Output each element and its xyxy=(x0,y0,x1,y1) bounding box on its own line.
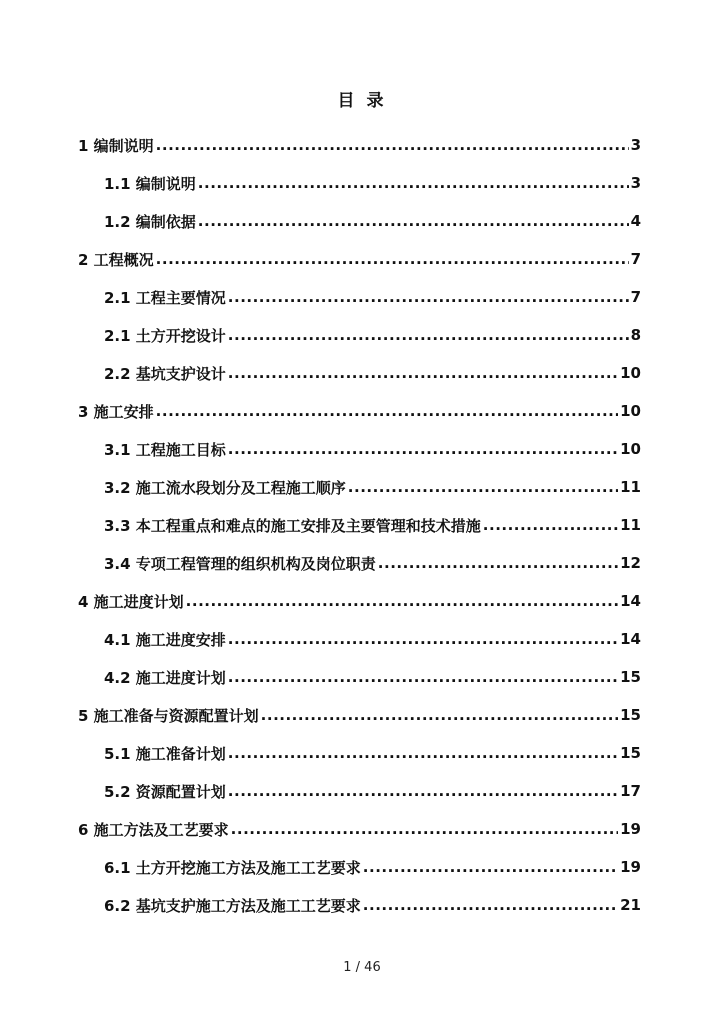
toc-entry[interactable] xyxy=(78,240,641,278)
toc-entry[interactable] xyxy=(78,810,641,848)
toc-entry-page: 19 xyxy=(620,820,641,838)
toc-dot-leader xyxy=(483,516,618,534)
page-footer xyxy=(0,960,724,975)
toc-entry[interactable] xyxy=(78,278,641,316)
toc-dot-leader xyxy=(261,706,618,724)
toc-dot-leader xyxy=(228,744,618,762)
toc-entry[interactable] xyxy=(78,126,641,164)
toc-entry-label: 3.2 施工流水段划分及工程施工顺序 xyxy=(104,478,346,497)
toc-entry-label: 3.4 专项工程管理的组织机构及岗位职责 xyxy=(104,554,376,573)
toc-dot-leader xyxy=(228,630,618,648)
toc-entry-page: 15 xyxy=(620,668,641,686)
toc-entry-label: 3 施工安排 xyxy=(78,402,154,421)
toc-entry-page: 11 xyxy=(620,478,641,496)
toc-dot-leader xyxy=(348,478,618,496)
page-number-indicator: 1 / 46 xyxy=(343,960,381,975)
toc-dot-leader xyxy=(228,364,618,382)
toc-entry-label: 2.2 基坑支护设计 xyxy=(104,364,226,383)
toc-entry-page: 12 xyxy=(620,554,641,572)
toc-entry-page: 11 xyxy=(620,516,641,534)
toc-entry[interactable] xyxy=(78,886,641,924)
toc-dot-leader xyxy=(228,782,618,800)
toc-entry[interactable] xyxy=(78,544,641,582)
toc-entry-label: 3.1 工程施工目标 xyxy=(104,440,226,459)
toc-entry-label: 1.2 编制依据 xyxy=(104,212,196,231)
toc-entry[interactable] xyxy=(78,734,641,772)
toc-dot-leader xyxy=(156,402,618,420)
toc-entry-page: 10 xyxy=(620,402,641,420)
toc-dot-leader xyxy=(156,250,629,268)
toc-entry-label: 6.2 基坑支护施工方法及施工工艺要求 xyxy=(104,896,361,915)
toc-entry[interactable] xyxy=(78,468,641,506)
toc-entry-page: 3 xyxy=(630,136,641,154)
toc-entry-page: 21 xyxy=(620,896,641,914)
toc-entry-page: 15 xyxy=(620,706,641,724)
toc-dot-leader xyxy=(228,668,618,686)
toc-entry-label: 5.2 资源配置计划 xyxy=(104,782,226,801)
toc-entry[interactable] xyxy=(78,164,641,202)
toc-entry-label: 6.1 土方开挖施工方法及施工工艺要求 xyxy=(104,858,361,877)
toc-entry-label: 5 施工准备与资源配置计划 xyxy=(78,706,259,725)
toc-dot-leader xyxy=(198,212,629,230)
toc-entry-label: 2 工程概况 xyxy=(78,250,154,269)
page-title: 目 录 xyxy=(337,91,387,111)
toc-entry[interactable] xyxy=(78,506,641,544)
toc-entry-page: 7 xyxy=(630,288,641,306)
toc-dot-leader xyxy=(186,592,618,610)
toc-entry-label: 6 施工方法及工艺要求 xyxy=(78,820,229,839)
toc-entry[interactable] xyxy=(78,202,641,240)
toc-dot-leader xyxy=(228,326,629,344)
toc-entry-page: 10 xyxy=(620,364,641,382)
toc-entry[interactable] xyxy=(78,696,641,734)
toc-entry[interactable] xyxy=(78,430,641,468)
toc-dot-leader xyxy=(363,896,618,914)
toc-entry-label: 2.1 土方开挖设计 xyxy=(104,326,226,345)
toc-entry-page: 10 xyxy=(620,440,641,458)
toc-entry-label: 1.1 编制说明 xyxy=(104,174,196,193)
toc-dot-leader xyxy=(156,136,629,154)
toc-dot-leader xyxy=(198,174,629,192)
toc-entry-label: 5.1 施工准备计划 xyxy=(104,744,226,763)
toc-entry-page: 14 xyxy=(620,592,641,610)
toc-entry-label: 4.2 施工进度计划 xyxy=(104,668,226,687)
toc-entry[interactable] xyxy=(78,354,641,392)
toc-entry[interactable] xyxy=(78,582,641,620)
toc-entry[interactable] xyxy=(78,316,641,354)
toc-entry-page: 4 xyxy=(630,212,641,230)
toc-entry-page: 7 xyxy=(630,250,641,268)
toc-entry[interactable] xyxy=(78,848,641,886)
toc-entry[interactable] xyxy=(78,772,641,810)
toc-entry[interactable] xyxy=(78,620,641,658)
toc-entry-page: 8 xyxy=(630,326,641,344)
toc-entry-page: 15 xyxy=(620,744,641,762)
toc-entry-label: 4 施工进度计划 xyxy=(78,592,184,611)
toc-entry-page: 17 xyxy=(620,782,641,800)
table-of-contents xyxy=(78,126,641,924)
toc-entry-label: 2.1 工程主要情况 xyxy=(104,288,226,307)
toc-entry-label: 4.1 施工进度安排 xyxy=(104,630,226,649)
toc-dot-leader xyxy=(228,288,629,306)
toc-entry-label: 1 编制说明 xyxy=(78,136,154,155)
toc-entry-page: 19 xyxy=(620,858,641,876)
toc-dot-leader xyxy=(228,440,618,458)
toc-entry-page: 3 xyxy=(630,174,641,192)
toc-entry[interactable] xyxy=(78,392,641,430)
toc-dot-leader xyxy=(231,820,618,838)
toc-dot-leader xyxy=(363,858,618,876)
toc-entry-label: 3.3 本工程重点和难点的施工安排及主要管理和技术措施 xyxy=(104,516,481,535)
toc-entry-page: 14 xyxy=(620,630,641,648)
toc-entry[interactable] xyxy=(78,658,641,696)
toc-dot-leader xyxy=(378,554,618,572)
